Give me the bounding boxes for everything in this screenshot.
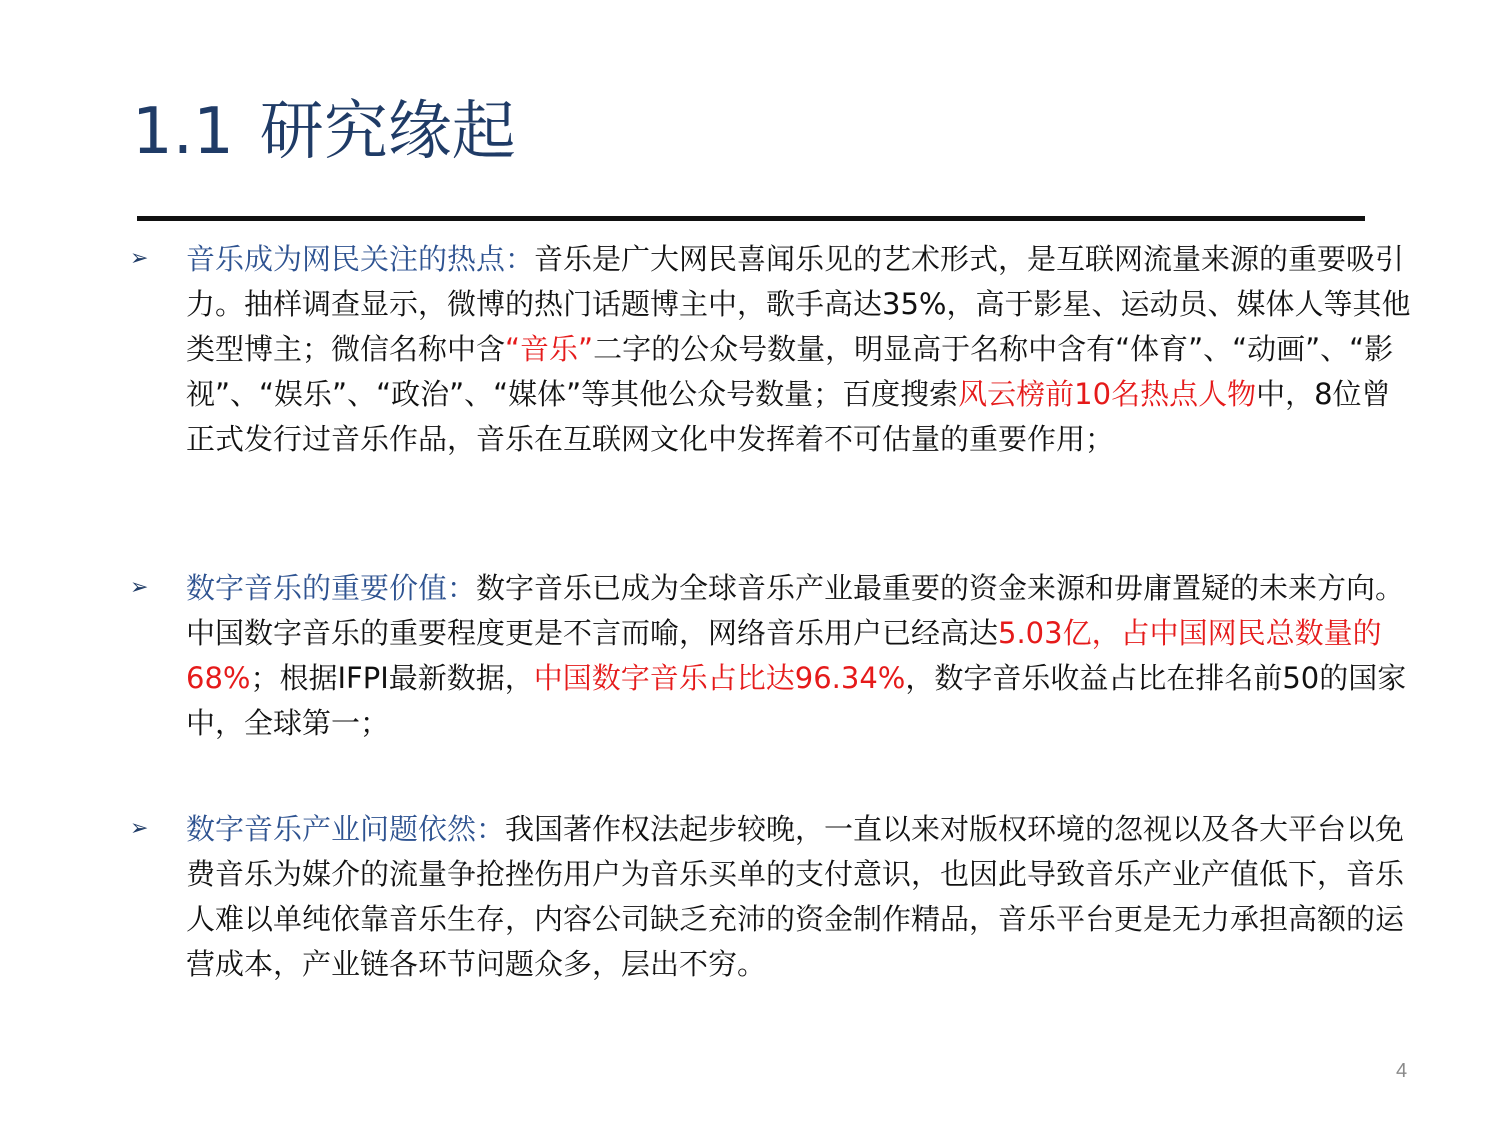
highlight-text: “音乐” [505,332,594,366]
highlight-text: 风云榜前10名热点人物 [958,377,1257,411]
highlight-text: 5.03亿，占中国网民总数量的68% [186,616,1382,695]
bullet-body: 音乐是广大网民喜闻乐见的艺术形式，是互联网流量来源的重要吸引力。抽样调查显示，微博的热门话题博主中，歌手高达35%，高于影星、运动员、媒体人等其他类型博主；微信名称中含 [186,242,1411,366]
bullet-item-music-hotspot [130,237,1415,462]
bullet-body: 二字的公众号数量，明显高于名称中含有“体育”、“动画”、“影视”、“娱乐”、“政治”、“媒体”等其他公众号数量；百度搜索 [186,332,1394,411]
bullet-text [186,566,1415,746]
title-divider [137,216,1365,221]
section-title: 研究缘起 [259,95,516,169]
arrow-bullet-icon: ➢ [130,575,149,600]
bullet-lead: 数字音乐产业问题依然： [186,812,506,846]
bullet-body: 我国著作权法起步较晚，一直以来对版权环境的忽视以及各大平台以免费音乐为媒介的流量争抢挫伤用户为音乐买单的支付意识，也因此导致音乐产业产值低下，音乐人难以单纯依靠音乐生存，内容公司缺乏充沛的资金制作精品，音乐平台更是无力承担高额的运营成本，产业链各环节问题众多，层出不穷。 [186,812,1405,981]
bullet-body: ；根据IFPI最新数据， [250,661,534,695]
page-number: 4 [1396,1060,1408,1082]
bullet-text [186,237,1415,462]
bullet-body: 数字音乐已成为全球音乐产业最重要的资金来源和毋庸置疑的未来方向。中国数字音乐的重要程度更是不言而喻，网络音乐用户已经高达 [186,571,1405,650]
bullet-lead: 数字音乐的重要价值： [186,571,477,605]
bullet-item-digital-music-value [130,566,1415,746]
arrow-bullet-icon: ➢ [130,816,149,841]
page-title [132,92,516,172]
bullet-body: 中，8位曾正式发行过音乐作品，音乐在互联网文化中发挥着不可估量的重要作用； [186,377,1391,456]
highlight-text: 中国数字音乐占比达96.34% [533,661,906,695]
bullet-lead: 音乐成为网民关注的热点： [186,242,535,276]
bullet-item-industry-problems [130,807,1415,987]
bullet-text [186,807,1415,987]
arrow-bullet-icon: ➢ [130,246,149,271]
bullet-body: ，数字音乐收益占比在排名前50的国家中，全球第一； [186,661,1407,740]
section-number: 1.1 [132,95,234,169]
